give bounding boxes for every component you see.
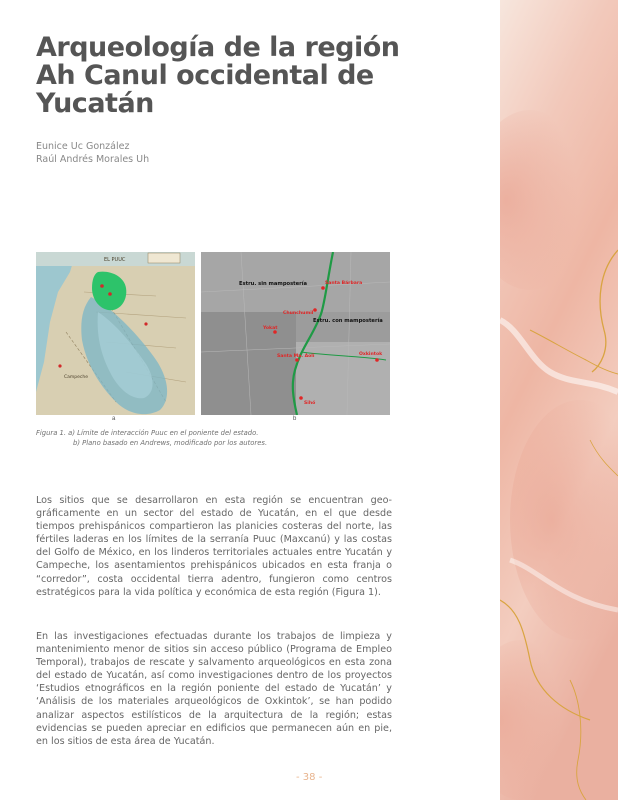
panel-letter-b: b <box>293 416 297 422</box>
caption-line: Figura 1. a) Límite de interacción Puuc en el poniente del estado. <box>36 429 259 437</box>
title-line: Yucatán <box>36 88 154 119</box>
title-line: Ah Canul occidental de <box>36 60 374 91</box>
puuc-interaction-map <box>36 252 195 415</box>
author-name: Raúl Andrés Morales Uh <box>36 154 150 165</box>
marble-decoration <box>500 0 618 800</box>
marble-texture-image <box>500 0 618 800</box>
figure-map-b <box>201 252 390 415</box>
map-site-label: Yokat <box>263 326 278 331</box>
caption-line: b) Plano basado en Andrews, modificado por los autores. <box>73 439 268 447</box>
map-site-label: Oxkintok <box>359 352 383 357</box>
map-site-label: Santa Ma. Aoli <box>277 354 315 359</box>
map-site-label: Santa Bárbara <box>325 281 363 286</box>
map-site-label: Chunchumil <box>283 311 314 316</box>
title-line: Arqueología de la región <box>36 32 400 63</box>
andrews-plan-map <box>201 252 390 415</box>
map-label-con-mamposteria: Estru. con mampostería <box>313 318 383 324</box>
figure-caption <box>36 428 267 448</box>
article-title <box>36 34 436 118</box>
map-label-campeche: Campeche <box>64 375 89 380</box>
panel-letter-a: a <box>112 416 116 422</box>
map-label-puuc: EL PUUC <box>104 257 126 263</box>
map-label-sin-mamposteria: Estru. sin mampostería <box>239 281 308 287</box>
map-site-label: Sihó <box>304 401 316 406</box>
author-name: Eunice Uc González <box>36 141 130 152</box>
page-number: - 38 - <box>296 772 323 783</box>
authors <box>36 140 149 166</box>
body-paragraph: Los sitios que se desarrollaron en esta región se encuentran geográficamente en un sector del estado de Yucatán, en el que desde tiempos prehispánicos compartieron las planicies costeras del norte, las fértiles laderas en los límites de la serranía Puuc (Maxcanú) y las costas del Golfo de México, en los linderos territoriales actuales entre Yucatán y Campeche, los asentamientos prehispánicos ubicados en esta franja o “corredor”, costa occidental tierra adentro, fungieron como centros estratégicos para la vida política y económica de esta región (Figura 1). <box>36 495 392 598</box>
figure-map-a <box>36 252 195 415</box>
body-paragraph: En las investigaciones efectuadas durante los trabajos de limpieza y mantenimiento menor de sitios sin acceso público (Programa de Empleo Temporal), trabajos de rescate y salvamento arqueológicos en esta zona del estado de Yucatán, así como investigaciones dentro de los proyectos ‘Estudios etnográficos en la región poniente del estado de Yucatán’ y ‘Análisis de los materiales arqueológicos de Oxkintok’, se han podido analizar aspectos estilísticos de la arquitectura de la región; estas evidencias se pueden apreciar en edificios que permanecen aún en pie, en los sitios de esta área de Yucatán. <box>36 631 392 747</box>
